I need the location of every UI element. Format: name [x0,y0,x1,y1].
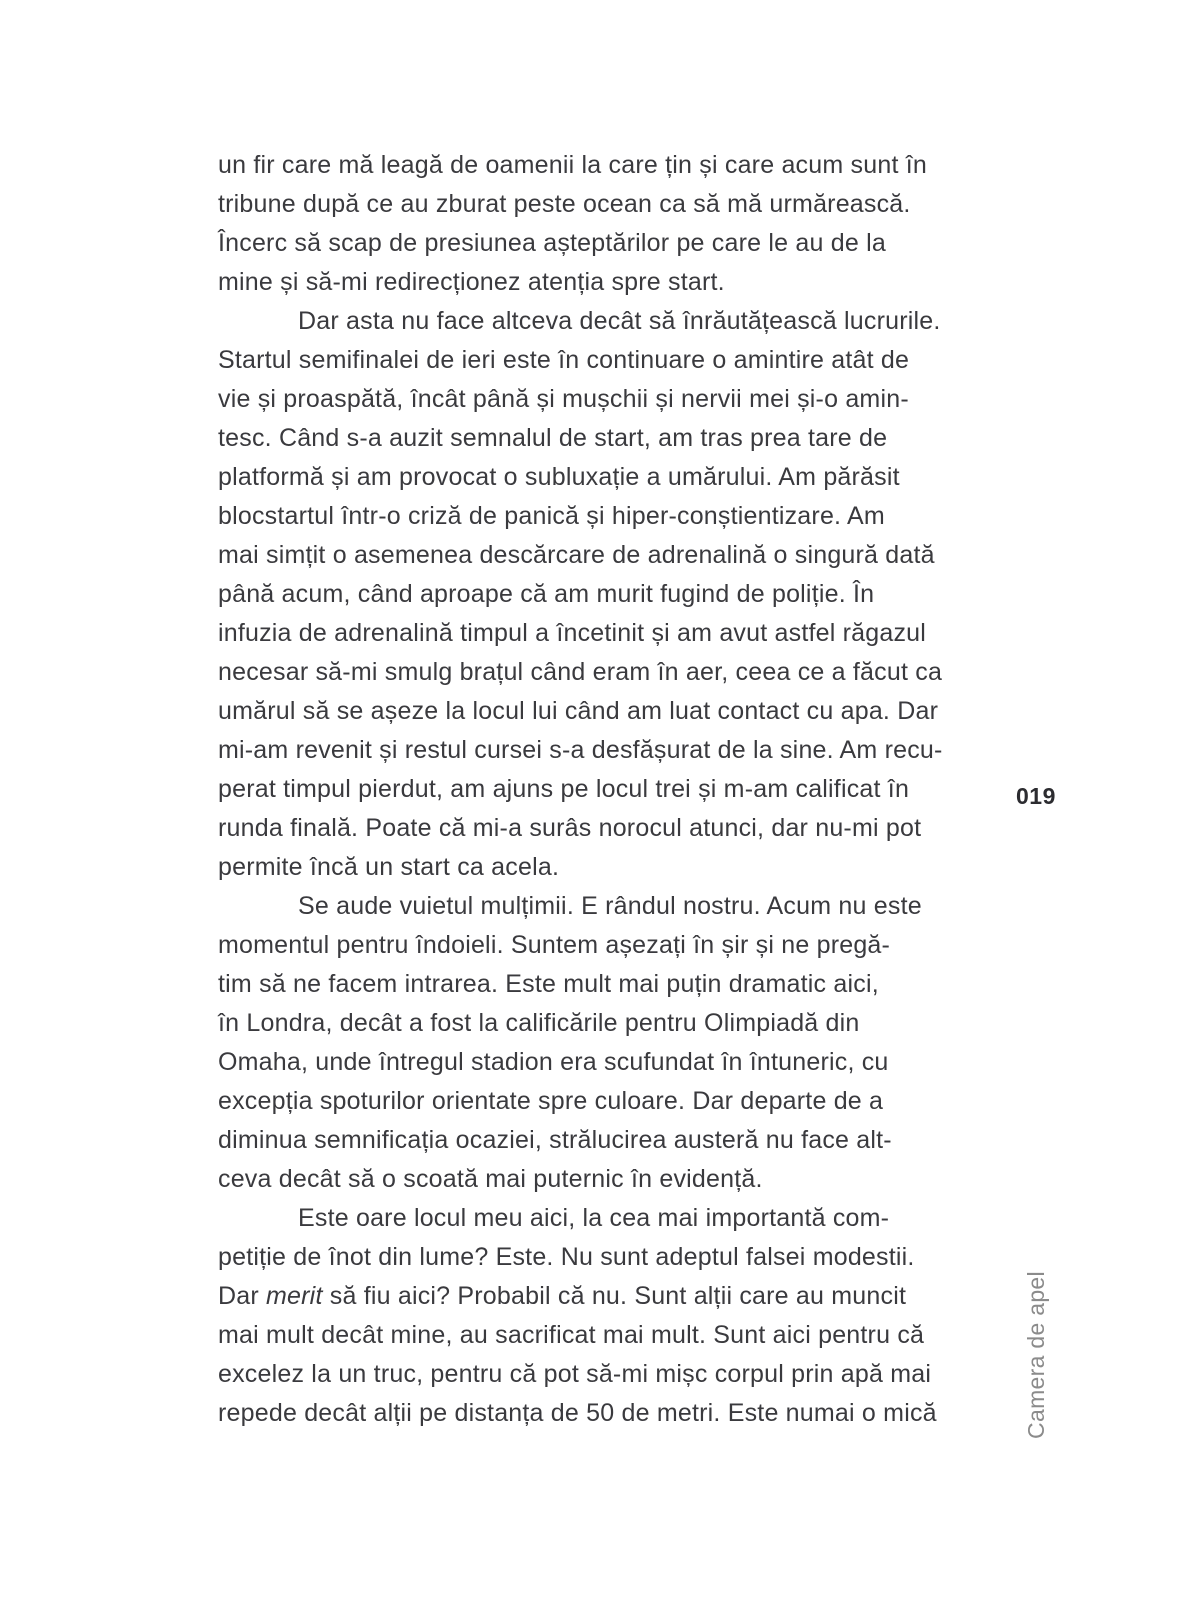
text-line [218,692,988,731]
text-segment: excepția spoturilor orientate spre culoare. Dar departe de a [218,1087,884,1115]
text-segment: mai mult decât mine, au sacrificat mai mult. Sunt aici pentru că [218,1321,925,1349]
text-segment: permite încă un start ca acela. [218,853,560,881]
text-segment: umărul să se așeze la locul lui când am luat contact cu apa. Dar [218,697,939,725]
text-segment: Se aude vuietul mulțimii. E rândul nostru. Acum nu este [298,892,922,920]
text-segment: să fiu aici? Probabil că nu. Sunt alții care au muncit [322,1282,907,1310]
page-number: 019 [1016,783,1056,809]
text-line [218,1082,988,1121]
text-line [218,1160,988,1199]
body-text [218,146,988,1433]
text-segment: Dar [218,1282,267,1310]
text-line [218,497,988,536]
text-line [218,263,988,302]
text-line [218,770,988,809]
text-segment: perat timpul pierdut, am ajuns pe locul trei și m-am calificat în [218,775,910,803]
text-line [218,614,988,653]
text-segment: blocstartul într-o criză de panică și hiper-conștientizare. Am [218,502,885,530]
text-segment: mine și să-mi redirecționez atenția spre start. [218,268,725,296]
text-segment: necesar să-mi smulg brațul când eram în aer, ceea ce a făcut ca [218,658,943,686]
text-line [218,848,988,887]
text-segment: diminua semnificația ocaziei, strălucirea austeră nu face alt- [218,1126,892,1154]
text-segment: momentul pentru îndoieli. Suntem așezați în șir și ne pregă- [218,931,891,959]
text-segment: excelez la un truc, pentru că pot să-mi mișc corpul prin apă mai [218,1360,932,1388]
text-segment: Startul semifinalei de ieri este în continuare o amintire atât de [218,346,910,374]
text-line [218,341,988,380]
text-segment: un fir care mă leagă de oamenii la care țin și care acum sunt în [218,151,927,179]
text-line [218,1355,988,1394]
text-line [218,185,988,224]
text-line [218,653,988,692]
text-segment: tribune după ce au zburat peste ocean ca să mă urmărească. [218,190,911,218]
text-line [218,965,988,1004]
text-line [218,731,988,770]
text-segment: infuzia de adrenalină timpul a încetinit și am avut astfel răgazul [218,619,927,647]
text-segment: Încerc să scap de presiunea așteptărilor pe care le au de la [218,229,886,257]
text-line [218,302,988,341]
text-segment: ceva decât să o scoată mai puternic în evidență. [218,1165,763,1193]
text-segment: runda finală. Poate că mi-a surâs norocul atunci, dar nu-mi pot [218,814,922,842]
text-segment: în Londra, decât a fost la calificările pentru Olimpiadă din [218,1009,860,1037]
text-line [218,1199,988,1238]
text-segment: tim să ne facem intrarea. Este mult mai puțin dramatic aici, [218,970,879,998]
text-line [218,1277,988,1316]
text-line [218,809,988,848]
text-segment: mi-am revenit și restul cursei s-a desfășurat de la sine. Am recu- [218,736,943,764]
text-segment-italic: merit [266,1282,323,1310]
text-line [218,575,988,614]
text-segment: tesc. Când s-a auzit semnalul de start, am tras prea tare de [218,424,888,452]
text-line [218,536,988,575]
text-segment: repede decât alții pe distanța de 50 de metri. Este numai o mică [218,1399,937,1427]
text-line [218,1238,988,1277]
text-segment: vie și proaspătă, încât până și mușchii și nervii mei și-o amin- [218,385,909,413]
text-segment: mai simțit o asemenea descărcare de adrenalină o singură dată [218,541,935,569]
text-segment: petiție de înot din lume? Este. Nu sunt adeptul falsei modestii. [218,1243,915,1271]
text-line [218,1121,988,1160]
text-line [218,1004,988,1043]
text-line [218,1043,988,1082]
text-line [218,887,988,926]
margin-label-vertical: Camera de apel [1023,1271,1049,1439]
text-segment: platformă și am provocat o subluxație a umărului. Am părăsit [218,463,900,491]
text-segment: până acum, când aproape că am murit fugind de poliție. În [218,580,875,608]
text-segment: Dar asta nu face altceva decât să înrăutățească lucrurile. [298,307,941,335]
text-line [218,419,988,458]
text-line [218,1394,988,1433]
text-line [218,1316,988,1355]
text-line [218,224,988,263]
text-line [218,458,988,497]
text-line [218,146,988,185]
text-line [218,380,988,419]
text-line [218,926,988,965]
text-segment: Este oare locul meu aici, la cea mai importantă com- [298,1204,890,1232]
text-segment: Omaha, unde întregul stadion era scufundat în întuneric, cu [218,1048,889,1076]
